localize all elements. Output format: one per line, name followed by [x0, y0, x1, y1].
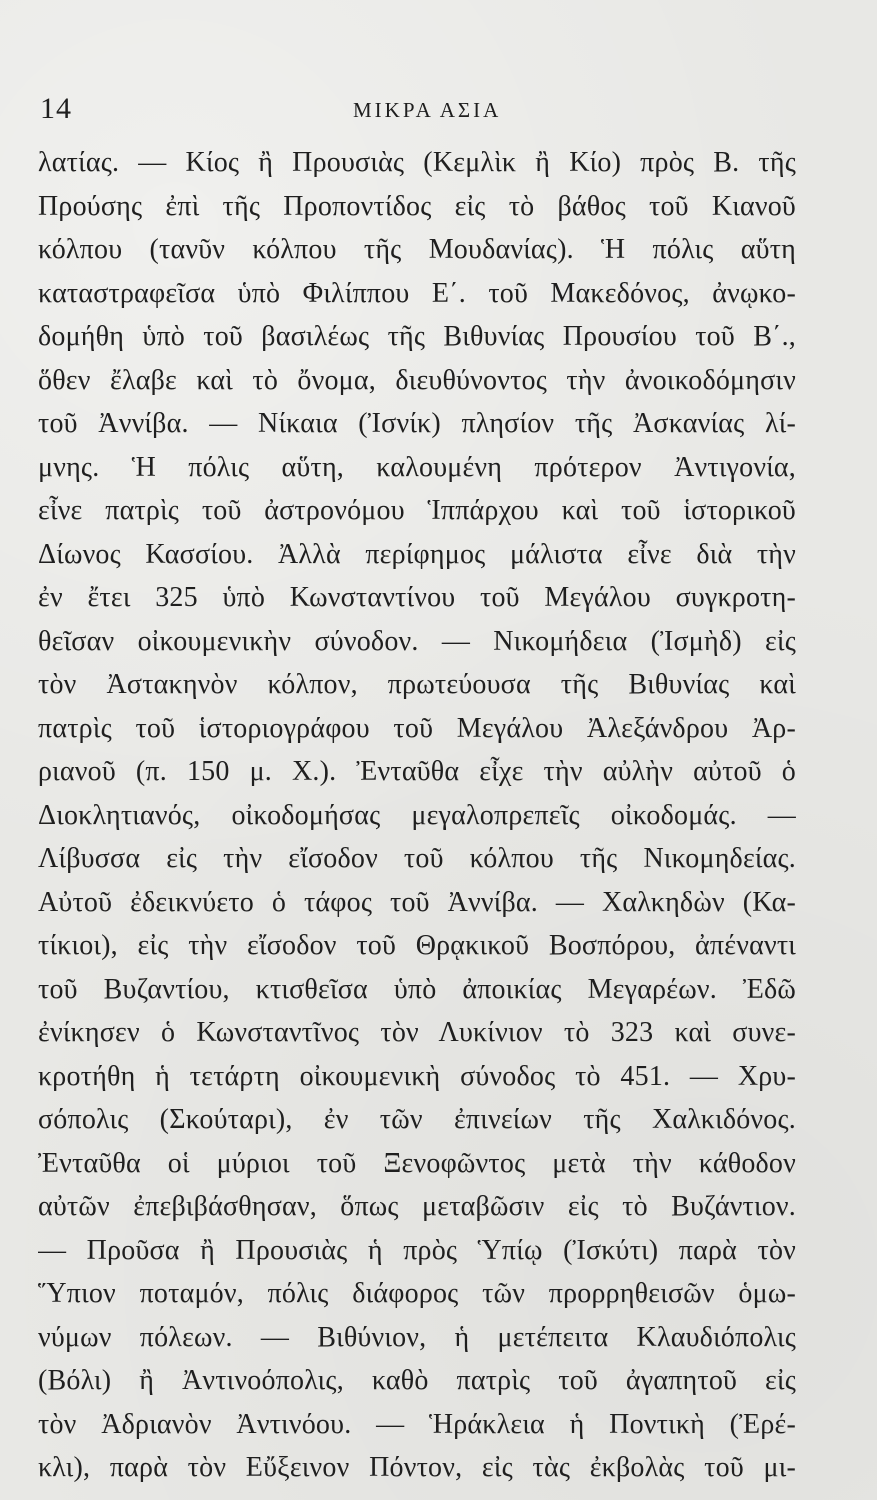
text-line: δομήθη ὑπὸ τοῦ βασιλέως τῆς Βιθυνίας Προυσίου τοῦ Β΄., [38, 321, 796, 352]
text-line: Ἐνταῦθα οἱ μύριοι τοῦ Ξενοφῶντος μετὰ τὴν κάθοδον [38, 1147, 796, 1179]
text-line: (Βόλι) ἢ Ἀντινοόπολις, καθὸ πατρὶς τοῦ ἀγαπητοῦ εἰς [38, 1365, 796, 1396]
page-number: 14 [40, 92, 72, 125]
text-line: θεῖσαν οἰκουμενικὴν σύνοδον. — Νικομήδεια (Ἰσμὴδ) εἰς [38, 625, 796, 657]
text-line: ἐνίκησεν ὁ Κωνσταντῖνος τὸν Λυκίνιον τὸ 323 καὶ συνε- [38, 1017, 796, 1048]
text-line: τοῦ Ἀννίβα. — Νίκαια (Ἰσνίκ) πλησίον τῆς Ἀσκανίας λί- [38, 408, 796, 439]
text-line: πατρὶς τοῦ ἱστοριογράφου τοῦ Μεγάλου Ἀλεξάνδρου Ἀρ- [38, 712, 796, 744]
text-line: εἶνε πατρὶς τοῦ ἀστρονόμου Ἱππάρχου καὶ τοῦ ἱστορικοῦ [38, 495, 796, 526]
text-line: λατίας. — Κίος ἢ Προυσιὰς (Κεμλὶκ ἢ Κίο) πρὸς Β. τῆς [38, 147, 796, 178]
text-line: Διοκλητιανός, οἰκοδομήσας μεγαλοπρεπεῖς οἰκοδομάς. — [38, 799, 796, 831]
text-line: Ὕπιον ποταμόν, πόλις διάφορος τῶν προρρηθεισῶν ὁμω- [38, 1278, 796, 1309]
page-header [40, 92, 800, 132]
text-line: κλι), παρὰ τὸν Εὔξεινον Πόντον, εἰς τὰς ἐκβολὰς τοῦ μι- [38, 1452, 796, 1483]
text-line: κροτήθη ἡ τετάρτη οἰκουμενικὴ σύνοδος τὸ 451. — Χρυ- [38, 1060, 796, 1092]
text-line: Λίβυσσα εἰς τὴν εἴσοδον τοῦ κόλπου τῆς Νικομηδείας. [38, 843, 796, 874]
text-line: νύμων πόλεων. — Βιθύνιον, ἡ μετέπειτα Κλαυδιόπολις [38, 1321, 796, 1353]
body-text [38, 141, 796, 1490]
text-line: τίκιοι), εἰς τὴν εἴσοδον τοῦ Θρᾳκικοῦ Βοσπόρου, ἀπέναντι [38, 930, 796, 961]
text-line: — Προῦσα ἢ Προυσιὰς ἡ πρὸς Ὑπίῳ (Ἰσκύτι) παρὰ τὸν [38, 1234, 796, 1266]
text-line: ἐν ἔτει 325 ὑπὸ Κωνσταντίνου τοῦ Μεγάλου συγκροτη- [38, 582, 796, 613]
text-line: ὅθεν ἔλαβε καὶ τὸ ὄνομα, διευθύνοντος τὴν ἀνοικοδόμησιν [38, 364, 796, 396]
running-head: ΜΙΚΡΑ ΑΣΙΑ [353, 98, 502, 122]
text-line: Προύσης ἐπὶ τῆς Προποντίδος εἰς τὸ βάθος τοῦ Κιανοῦ [38, 190, 796, 222]
text-line: κόλπου (τανῦν κόλπου τῆς Μουδανίας). Ἡ πόλις αὕτη [38, 234, 796, 265]
text-line: Αὐτοῦ ἐδεικνύετο ὁ τάφος τοῦ Ἀννίβα. — Χαλκηδὼν (Κα- [38, 886, 796, 918]
text-line: τὸν Ἀδριανὸν Ἀντινόου. — Ἡράκλεια ἡ Ποντικὴ (Ἐρέ- [38, 1408, 796, 1440]
text-line: ριανοῦ (π. 150 μ. Χ.). Ἐνταῦθα εἶχε τὴν αὐλὴν αὐτοῦ ὁ [38, 756, 796, 787]
text-line: σόπολις (Σκούταρι), ἐν τῶν ἐπινείων τῆς Χαλκιδόνος. [38, 1104, 796, 1135]
text-line: αὐτῶν ἐπεβιβάσθησαν, ὅπως μεταβῶσιν εἰς τὸ Βυζάντιον. [38, 1191, 796, 1222]
text-line: μνης. Ἡ πόλις αὕτη, καλουμένη πρότερον Ἀντιγονία, [38, 451, 796, 483]
text-line: τοῦ Βυζαντίου, κτισθεῖσα ὑπὸ ἀποικίας Μεγαρέων. Ἐδῶ [38, 973, 796, 1005]
text-line: καταστραφεῖσα ὑπὸ Φιλίππου Ε΄. τοῦ Μακεδόνος, ἀνῳκο- [38, 277, 796, 309]
text-line: Δίωνος Κασσίου. Ἀλλὰ περίφημος μάλιστα εἶνε διὰ τὴν [38, 538, 796, 570]
text-line: τὸν Ἀστακηνὸν κόλπον, πρωτεύουσα τῆς Βιθυνίας καὶ [38, 669, 796, 700]
